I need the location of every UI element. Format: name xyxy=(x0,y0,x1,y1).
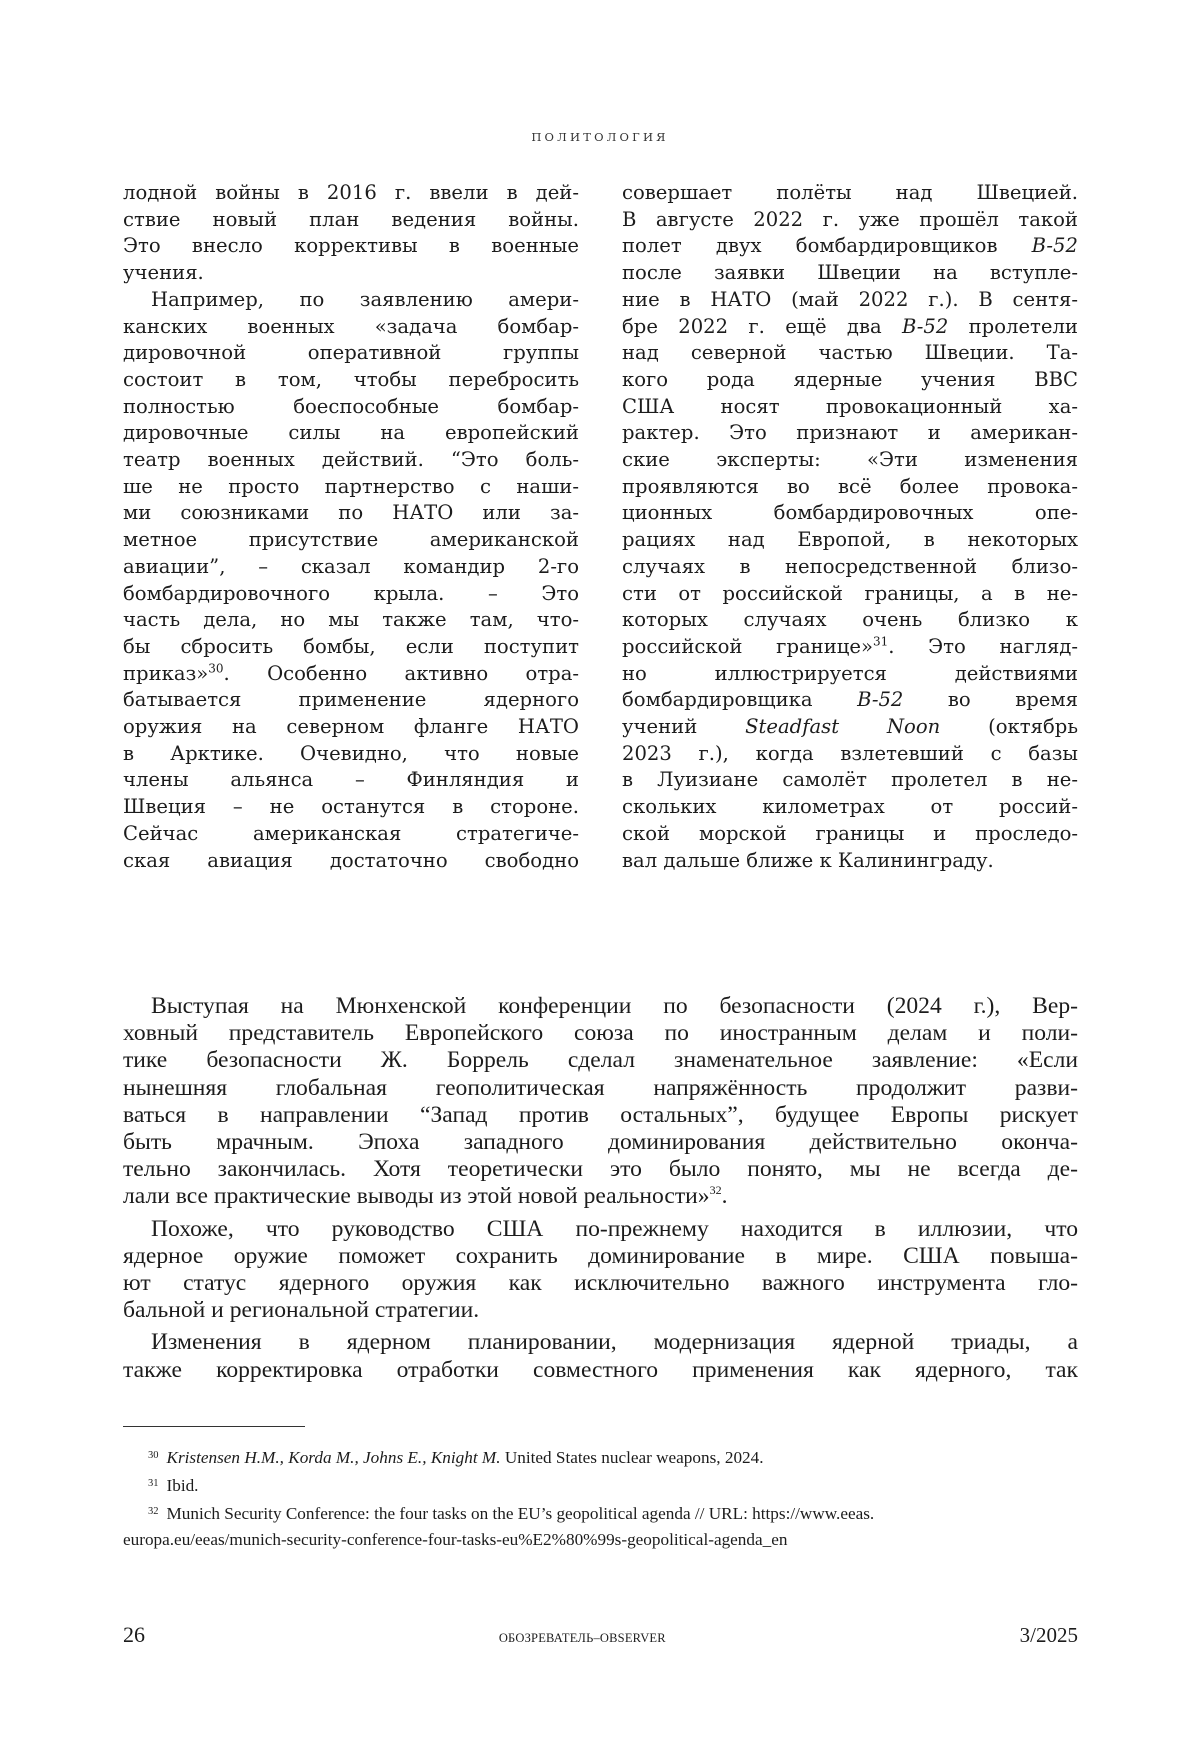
text-line: тике безопасности Ж. Боррель сделал знаменательное заявление: «Если xyxy=(123,1047,1078,1074)
text-line: канских военных «задача бомбар- xyxy=(123,314,579,338)
text-line: дировочные силы на европейский xyxy=(123,421,579,445)
text-line: ние в НАТО (май 2022 г.). В сентя- xyxy=(622,287,1078,311)
text-line: над северной частью Швеции. Та- xyxy=(622,341,1078,365)
aircraft-name: B-52 xyxy=(1031,234,1078,258)
text-line: учений Steadfast Noon (октябрь xyxy=(622,715,1078,739)
text-line: ваться в направлении “Запад против остальных”, будущее Европы рискует xyxy=(123,1101,1078,1128)
aircraft-name: B-52 xyxy=(857,688,904,712)
text-line: случаях в непосредственной близо- xyxy=(622,554,1078,578)
paragraph-us-illusion xyxy=(123,1216,1078,1325)
text-line: вал дальше ближе к Калининграду. xyxy=(622,848,994,872)
text-line: США носят провокационный ха- xyxy=(622,394,1078,418)
text-line: полностью боеспособные бомбар- xyxy=(123,394,579,418)
text-line: ская авиация достаточно свободно xyxy=(123,848,579,872)
text-line: ские эксперты: «Эти изменения xyxy=(622,448,1078,472)
journal-name: ОБОЗРЕВАТЕЛЬ–OBSERVER xyxy=(498,1631,666,1645)
text-line: полет двух бомбардировщиков B-52 xyxy=(622,234,1078,258)
page-footer xyxy=(123,1622,1078,1652)
footnote-32-url[interactable]: europa.eu/eeas/munich-security-conference-four-tasks-eu%E2%80%99s-geopolitical-agenda_en xyxy=(123,1530,788,1549)
text-line: 2023 г.), когда взлетевший с базы xyxy=(622,741,1078,765)
text-line: батывается применение ядерного xyxy=(123,688,579,712)
two-column-body xyxy=(123,180,1078,874)
text-line: быть мрачным. Эпоха западного доминирования действительно оконча- xyxy=(123,1129,1078,1156)
text-line: приказ»$^{30}$. Особенно активно отра- xyxy=(123,661,579,685)
text-line: ховный представитель Европейского союза по иностранным делам и поли- xyxy=(123,1020,1078,1047)
text-line: в Арктике. Очевидно, что новые xyxy=(123,741,579,765)
text-line: кого рода ядерные учения ВВС xyxy=(622,367,1078,391)
footnote-31: $^{31}$ Ibid. xyxy=(148,1476,199,1495)
aircraft-name: B-52 xyxy=(901,314,949,338)
text-line: учения. xyxy=(123,261,204,285)
text-line: бомбардировочного крыла. – Это xyxy=(123,581,579,605)
footnotes xyxy=(123,1443,1078,1553)
text-line: бы сбросить бомбы, если поступит xyxy=(123,634,579,658)
text-line: ской морской границы и проследо- xyxy=(622,821,1078,845)
text-line: ядерное оружие поможет сохранить доминирование в мире. США повыша- xyxy=(123,1242,1078,1269)
footnote-32: $^{32}$ Munich Security Conference: the four tasks on the EU’s geopolitical agenda // URL: https://www.eeas. xyxy=(148,1504,875,1523)
text-line: сти от российской границы, а в не- xyxy=(622,581,1078,605)
text-line: оружия на северном фланге НАТО xyxy=(123,715,579,739)
text-line: в Луизиане самолёт пролетел в не- xyxy=(622,768,1078,792)
text-line: бальной и региональной стратегии. xyxy=(123,1297,480,1324)
paragraph-nuclear-planning xyxy=(123,1329,1078,1383)
footnote-divider xyxy=(123,1426,305,1427)
text-line: ствие новый план ведения войны. xyxy=(123,207,579,231)
footnote-number: 32 xyxy=(148,1506,159,1517)
text-line: но иллюстрируется действиями xyxy=(622,661,1078,685)
text-line: совершает полёты над Швецией. xyxy=(622,181,1078,204)
text-line: Это внесло коррективы в военные xyxy=(123,234,579,258)
text-line: бомбардировщика B-52 во время xyxy=(622,688,1078,712)
text-line: Похоже, что руководство США по-прежнему находится в иллюзии, что xyxy=(151,1215,1078,1242)
text-line: бре 2022 г. ещё два B-52 пролетели xyxy=(622,314,1078,338)
exercise-name: Steadfast Noon xyxy=(745,715,941,739)
footnote-ref-31[interactable]: 31 xyxy=(872,634,889,649)
text-line: рактер. Это признают и американ- xyxy=(622,421,1078,445)
text-line: рациях над Европой, в некоторых xyxy=(622,528,1078,552)
text-line: нынешняя глобальная геополитическая напряжённость продолжит разви- xyxy=(123,1074,1078,1101)
text-line: ше не просто партнерство с наши- xyxy=(123,474,579,498)
text-line: часть дела, но мы также там, что- xyxy=(123,608,579,632)
text-line: лали все практические выводы из этой новой реальности»$^{32}$. xyxy=(123,1183,728,1210)
text-line: ми союзниками по НАТО или за- xyxy=(123,501,579,525)
text-line: В августе 2022 г. уже прошёл такой xyxy=(622,207,1078,231)
text-line: после заявки Швеции на вступле- xyxy=(622,261,1078,285)
text-line: Например, по заявлению амери- xyxy=(151,287,579,311)
footnote-ref-30[interactable]: 30 xyxy=(208,661,224,676)
text-line: лодной войны в 2016 г. ввели в дей- xyxy=(123,181,579,204)
text-line: метное присутствие американской xyxy=(123,528,579,552)
left-column xyxy=(123,180,579,874)
text-line: состоит в том, чтобы перебросить xyxy=(123,367,579,391)
full-width-body xyxy=(123,993,1078,1389)
text-line: также корректировка отработки совместного применения как ядерного, так xyxy=(123,1356,1078,1383)
text-line: дировочной оперативной группы xyxy=(123,341,579,365)
text-line: театр военных действий. “Это боль- xyxy=(123,448,579,472)
text-line: Выступая на Мюнхенской конференции по безопасности (2024 г.), Вер- xyxy=(151,993,1078,1019)
right-column xyxy=(622,180,1078,874)
footnote-number: 30 xyxy=(148,1450,159,1461)
text-line: проявляются во всё более провока- xyxy=(622,474,1078,498)
text-line: ют статус ядерного оружия как исключительно важного инструмента гло- xyxy=(123,1270,1078,1297)
text-line: скольких километрах от россий- xyxy=(622,795,1078,819)
page-number: 26 xyxy=(123,1622,145,1647)
footnote-authors: Kristensen H.M., Korda M., Johns E., Knight M. xyxy=(166,1448,501,1467)
text-line: авиации”, – сказал командир 2-го xyxy=(123,554,579,578)
footnote-number: 31 xyxy=(148,1478,159,1489)
issue-number: 3/2025 xyxy=(1019,1623,1078,1647)
text-line: Швеция – не останутся в стороне. xyxy=(123,795,579,819)
paragraph-borrell xyxy=(123,993,1078,1211)
text-line: ционных бомбардировочных опе- xyxy=(622,501,1078,525)
text-line: которых случаях очень близко к xyxy=(622,608,1078,632)
text-line: тельно закончилась. Хотя теоретически это было понято, мы не всегда де- xyxy=(123,1156,1078,1183)
running-head-section: ПОЛИТОЛОГИЯ xyxy=(531,130,669,144)
footnote-ref-32[interactable]: 32 xyxy=(709,1183,722,1198)
text-line: Изменения в ядерном планировании, модернизация ядерной триады, а xyxy=(151,1329,1078,1356)
text-line: члены альянса – Финляндия и xyxy=(123,768,579,792)
footnote-30: $^{30}$ Kristensen H.M., Korda M., Johns E., Knight M. United States nuclear weapons, 2024. xyxy=(148,1448,764,1467)
text-line: Сейчас американская стратегиче- xyxy=(123,821,579,845)
text-line: российской границе»$^{31}$. Это нагляд- xyxy=(622,634,1078,658)
